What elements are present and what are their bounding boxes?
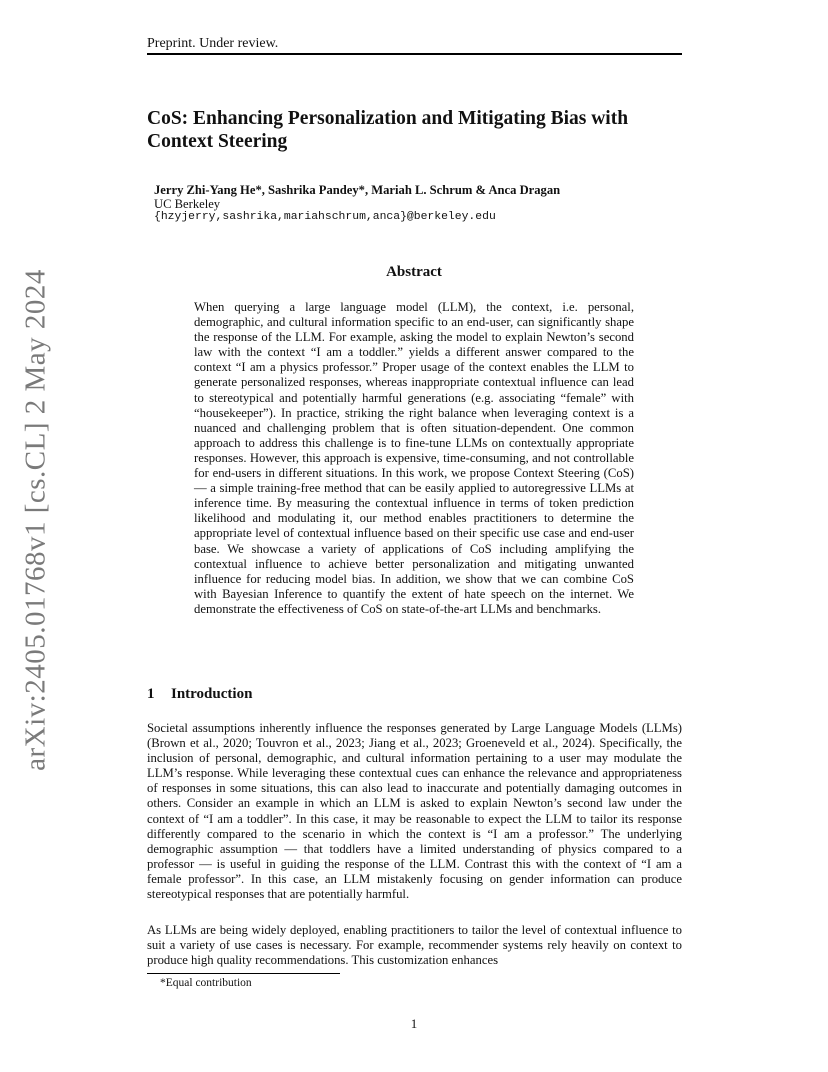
abstract-body: When querying a large language model (LLM), the context, i.e. personal, demographic, and cultural information specific to an end-user, can significantly shape the response of the LLM. For example, asking the model to explain Newton’s second law with the context “I am a toddler.” yields a different answer compared to the context “I am a physics professor.” Proper usage of the context enables the LLM to generate personalized responses, whereas inappropriate contextual influence can lead to stereotypical and potentially harmful generations (e.g. associating “female” with “housekeeper”). In practice, striking the right balance when leveraging context is a nuanced and challenging problem that is often situation-dependent. One common approach to address this challenge is to fine-tune LLMs on contextually appropriate responses. However, this approach is expensive, time-consuming, and not controllable for end-users in different situations. In this work, we propose Context Steering (CoS) — a simple training-free method that can be easily applied to autoregressive LLMs at inference time. By measuring the contextual influence in terms of token prediction likelihood and modulating it, our method enables practitioners to determine the appropriate level of contextual influence based on their specific use case and end-user base. We showcase a variety of applications of CoS including amplifying the contextual influence to achieve better personalization and mitigating unwanted influence for reducing model bias. In addition, we show that we can combine CoS with Bayesian Inference to quantify the extent of hate speech on the internet. We demonstrate the effectiveness of CoS on state-of-the-art LLMs and benchmarks. <box>194 300 634 616</box>
intro-paragraph-1: Societal assumptions inherently influence the responses generated by Large Language Models (LLMs) (Brown et al., 2020; Touvron et al., 2023; Jiang et al., 2023; Groeneveld et al., 2024). Specifically, the inclusion of personal, demographic, and cultural information pertaining to a user may modulate the LLM’s response. While leveraging these contextual cues can enhance the relevance and appropriateness of responses in some situations, this can also lead to inaccurate and potentially damaging outcomes in others. Consider an example in which an LLM is asked to explain Newton’s second law under the context of “I am a toddler”. In this case, it may be reasonable to expect the LLM to tailor its response differently compared to the scenario in which the context is “I am a professor.” The underlying demographic assumption — that toddlers have a limited understanding of physics compared to a professor — is useful in guiding the response of the LLM. Contrast this with the context of “I am a female professor”. In this case, an LLM mistakenly focusing on gender information can produce stereotypical responses that are potentially harmful. <box>147 721 682 902</box>
intro-paragraph-2: As LLMs are being widely deployed, enabling practitioners to tailor the level of contextual influence to suit a variety of use cases is necessary. For example, recommender systems rely heavily on context to produce high quality recommendations. This customization enhances <box>147 923 682 968</box>
abstract-heading: Abstract <box>386 264 442 280</box>
author-list: Jerry Zhi-Yang He*, Sashrika Pandey*, Mariah L. Schrum & Anca Dragan <box>154 183 561 197</box>
page-number: 1 <box>410 1016 418 1031</box>
section-heading <box>147 686 252 703</box>
footnote: *Equal contribution <box>160 977 252 989</box>
footnote-rule <box>147 973 340 974</box>
section-title: Introduction <box>171 686 253 702</box>
arxiv-identifier-stamp[interactable]: arXiv:2405.01768v1 [cs.CL] 2 May 2024 <box>19 269 52 771</box>
section-number: 1 <box>147 686 155 702</box>
paper-title: CoS: Enhancing Personalization and Mitigating Bias with Context Steering <box>147 108 629 152</box>
running-header: Preprint. Under review. <box>147 36 279 51</box>
author-emails: {hzyjerry,sashrika,mariahschrum,anca}@berkeley.edu <box>154 211 496 223</box>
affiliation: UC Berkeley <box>154 197 221 211</box>
header-rule <box>147 53 682 55</box>
